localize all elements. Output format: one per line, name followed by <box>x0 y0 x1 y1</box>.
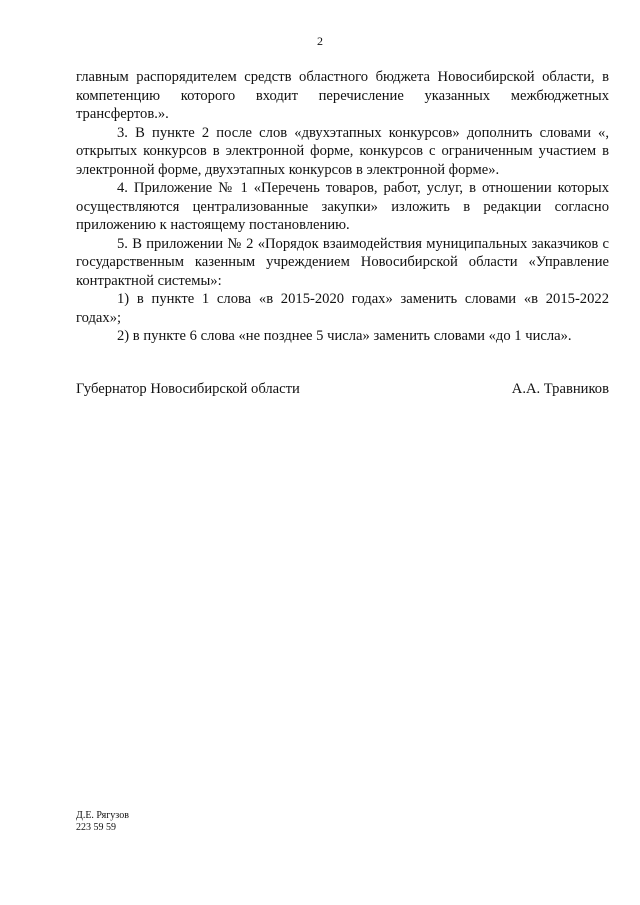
paragraph-item-4: 4. Приложение № 1 «Перечень товаров, работ, услуг, в отношении которых осуществляются централизованные закупки» изложить в редакции согласно приложению к настоящему постановлению. <box>76 180 609 233</box>
paragraph-item-3: 3. В пункте 2 после слов «двухэтапных конкурсов» дополнить словами «, открытых конкурсов в электронной форме, конкурсов с ограниченным участием в электронной форме, двухэтапных конкурсов в электронной форме». <box>76 124 609 178</box>
signatory-name: А.А. Травников <box>511 381 609 397</box>
signature-block <box>76 381 609 398</box>
paragraph-item-5: 5. В приложении № 2 «Порядок взаимодействия муниципальных заказчиков с государственным казенным учреждением Новосибирской области «Управление контрактной системы»: <box>76 235 609 289</box>
document-body <box>76 68 609 346</box>
paragraph-continuation: главным распорядителем средств областного бюджета Новосибирской области, в компетенцию которого входит перечисление указанных межбюджетных трансфертов.». <box>76 69 609 122</box>
executor-block <box>76 810 129 834</box>
executor-phone: 223 59 59 <box>76 822 116 833</box>
signatory-position: Губернатор Новосибирской области <box>76 381 300 397</box>
paragraph-subitem-2: 2) в пункте 6 слова «не позднее 5 числа» заменить словами «до 1 числа». <box>117 328 572 344</box>
page-number: 2 <box>317 34 323 48</box>
executor-name: Д.Е. Рягузов <box>76 810 129 821</box>
paragraph-subitem-1: 1) в пункте 1 слова «в 2015-2020 годах» заменить словами «в 2015-2022 годах»; <box>76 291 609 326</box>
